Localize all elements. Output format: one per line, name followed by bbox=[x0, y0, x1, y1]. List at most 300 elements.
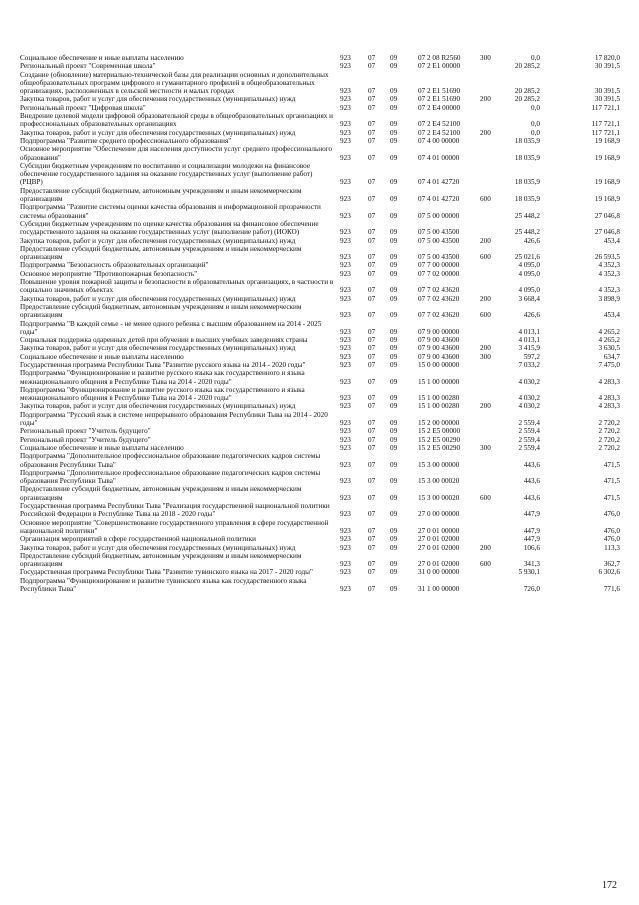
target-article-code: 15 3 00 00000 bbox=[418, 460, 460, 469]
ministry-code: 923 bbox=[340, 377, 351, 386]
target-article-code: 31 1 00 00000 bbox=[418, 585, 460, 593]
section-code: 07 bbox=[368, 394, 376, 403]
row-description: Региональный проект "Современная школа" bbox=[20, 62, 156, 71]
amount-year-2: 634,7 bbox=[603, 352, 620, 361]
target-article-code: 07 9 00 43600 bbox=[418, 336, 460, 345]
amount-year-2: 362,7 bbox=[603, 560, 620, 569]
ministry-code: 923 bbox=[340, 560, 351, 569]
target-article-code: 07 7 02 43620 bbox=[418, 286, 460, 295]
target-article-code: 07 2 08 R2560 bbox=[418, 54, 461, 62]
subsection-code: 09 bbox=[390, 269, 398, 278]
subsection-code: 09 bbox=[390, 568, 398, 577]
table-row bbox=[20, 336, 620, 344]
amount-year-1: 341,3 bbox=[523, 560, 540, 569]
ministry-code: 923 bbox=[340, 568, 351, 577]
ministry-code: 923 bbox=[340, 294, 351, 303]
ministry-code: 923 bbox=[340, 460, 351, 469]
expense-type-code: 200 bbox=[480, 294, 491, 303]
row-description: Подпрограмма "Функционирование и развитие русского языка как государственного и языка межнационального общения в Республике Тыва на 2014 - 2020 годы" bbox=[20, 369, 305, 386]
section-code: 07 bbox=[368, 568, 376, 577]
subsection-code: 09 bbox=[390, 62, 398, 71]
subsection-code: 09 bbox=[390, 87, 398, 96]
subsection-code: 09 bbox=[390, 435, 398, 444]
ministry-code: 923 bbox=[340, 419, 351, 428]
amount-year-2: 3 898,9 bbox=[598, 294, 620, 303]
subsection-code: 09 bbox=[390, 195, 398, 204]
subsection-code: 09 bbox=[390, 336, 398, 345]
amount-year-2: 476,0 bbox=[603, 535, 620, 544]
budget-table bbox=[20, 54, 620, 593]
row-description: Субсидии бюджетным учреждениям по воспитанию и социализации молодежи на финансовое обеспечение государственного задания на оказание государственных услуг (выполнение работ) (РЦВР) bbox=[20, 161, 313, 187]
amount-year-1: 18 035,9 bbox=[514, 136, 540, 145]
ministry-code: 923 bbox=[340, 128, 351, 137]
table-row bbox=[20, 427, 620, 435]
row-description: Закупка товаров, работ и услуг для обеспечения государственных (муниципальных) нужд bbox=[20, 543, 296, 552]
ministry-code: 923 bbox=[340, 62, 351, 71]
amount-year-2: 117 721,1 bbox=[591, 128, 620, 137]
section-code: 07 bbox=[368, 377, 376, 386]
section-code: 07 bbox=[368, 360, 376, 369]
section-code: 07 bbox=[368, 526, 376, 535]
table-row bbox=[20, 137, 620, 145]
row-description: Закупка товаров, работ и услуг для обеспечения государственных (муниципальных) нужд bbox=[20, 95, 296, 104]
target-article-code: 31 0 00 00000 bbox=[418, 568, 460, 577]
row-description: Социальное обеспечение и иные выплаты населению bbox=[20, 352, 184, 361]
row-description: Предоставление субсидий бюджетным, автономным учреждениям и иным некоммерческим организациям bbox=[20, 551, 302, 569]
amount-year-1: 443,6 bbox=[523, 493, 540, 502]
ministry-code: 923 bbox=[340, 427, 351, 436]
amount-year-2: 2 720,2 bbox=[598, 427, 620, 436]
target-article-code: 27 0 01 00000 bbox=[418, 526, 460, 535]
row-description: Основное мероприятие "Совершенствование государственного управления в сфере государственной национальной политики" bbox=[20, 518, 329, 535]
amount-year-2: 476,0 bbox=[603, 510, 620, 519]
expense-type-code: 200 bbox=[480, 344, 491, 353]
row-description: Закупка товаров, работ и услуг для обеспечения государственных (муниципальных) нужд bbox=[20, 402, 296, 411]
amount-year-1: 25 021,6 bbox=[514, 253, 540, 262]
amount-year-1: 597,2 bbox=[523, 352, 540, 361]
section-code: 07 bbox=[368, 120, 376, 129]
table-row bbox=[20, 519, 620, 536]
expense-type-code: 200 bbox=[480, 402, 491, 411]
target-article-code: 07 2 E4 52100 bbox=[418, 128, 461, 137]
target-article-code: 15 3 00 00020 bbox=[418, 477, 460, 486]
table-row bbox=[20, 411, 620, 428]
subsection-code: 09 bbox=[390, 344, 398, 353]
section-code: 07 bbox=[368, 95, 376, 104]
table-row bbox=[20, 552, 620, 569]
section-code: 07 bbox=[368, 236, 376, 245]
target-article-code: 07 7 02 43620 bbox=[418, 294, 460, 303]
amount-year-1: 443,6 bbox=[523, 477, 540, 486]
section-code: 07 bbox=[368, 477, 376, 486]
amount-year-2: 26 593,5 bbox=[594, 253, 620, 262]
table-row bbox=[20, 320, 620, 337]
ministry-code: 923 bbox=[340, 360, 351, 369]
section-code: 07 bbox=[368, 543, 376, 552]
target-article-code: 15 3 00 00020 bbox=[418, 493, 460, 502]
ministry-code: 923 bbox=[340, 336, 351, 345]
amount-year-1: 4 095,0 bbox=[518, 286, 540, 295]
amount-year-2: 117 721,1 bbox=[591, 120, 620, 129]
target-article-code: 27 0 01 02000 bbox=[418, 543, 460, 552]
amount-year-1: 4 030,2 bbox=[518, 394, 540, 403]
subsection-code: 09 bbox=[390, 178, 398, 187]
amount-year-2: 476,0 bbox=[603, 526, 620, 535]
amount-year-2: 2 720,2 bbox=[598, 443, 620, 452]
row-description: Предоставление субсидий бюджетным, автономным учреждениям и иным некоммерческим организациям bbox=[20, 244, 302, 262]
amount-year-2: 453,4 bbox=[603, 311, 620, 320]
amount-year-1: 3 415,9 bbox=[518, 344, 540, 353]
table-row bbox=[20, 386, 620, 403]
expense-type-code: 600 bbox=[480, 560, 491, 569]
section-code: 07 bbox=[368, 427, 376, 436]
ministry-code: 923 bbox=[340, 87, 351, 96]
subsection-code: 09 bbox=[390, 402, 398, 411]
table-row bbox=[20, 361, 620, 369]
expense-type-code: 200 bbox=[480, 95, 491, 104]
amount-year-1: 4 030,2 bbox=[518, 377, 540, 386]
amount-year-2: 771,6 bbox=[603, 585, 620, 593]
target-article-code: 15 0 00 00000 bbox=[418, 360, 460, 369]
amount-year-1: 5 930,1 bbox=[518, 568, 540, 577]
expense-type-code: 200 bbox=[480, 543, 491, 552]
row-description: Подпрограмма "Русский язык в системе непрерывного образования Республики Тыва на 2014 - 2020 годы" bbox=[20, 410, 328, 428]
subsection-code: 09 bbox=[390, 253, 398, 262]
row-description: Повышение уровня пожарной защиты и безопасности в образовательных организациях, в частности в социально значимых объектах bbox=[20, 278, 334, 295]
table-row bbox=[20, 95, 620, 103]
amount-year-1: 4 095,0 bbox=[518, 269, 540, 278]
row-description: Социальное обеспечение и иные выплаты населению bbox=[20, 54, 184, 62]
section-code: 07 bbox=[368, 269, 376, 278]
subsection-code: 09 bbox=[390, 360, 398, 369]
target-article-code: 07 5 00 43500 bbox=[418, 228, 460, 237]
ministry-code: 923 bbox=[340, 286, 351, 295]
subsection-code: 09 bbox=[390, 286, 398, 295]
amount-year-2: 30 391,5 bbox=[594, 62, 620, 71]
target-article-code: 07 2 E1 00000 bbox=[418, 62, 461, 71]
row-description: Региональный проект "Учитель будущего" bbox=[20, 435, 151, 444]
amount-year-1: 426,6 bbox=[523, 311, 540, 320]
amount-year-2: 4 283,3 bbox=[598, 394, 620, 403]
amount-year-1: 18 035,9 bbox=[514, 153, 540, 162]
amount-year-2: 4 352,3 bbox=[598, 261, 620, 270]
ministry-code: 923 bbox=[340, 211, 351, 220]
ministry-code: 923 bbox=[340, 493, 351, 502]
table-row bbox=[20, 402, 620, 410]
expense-type-code: 600 bbox=[480, 253, 491, 262]
table-row bbox=[20, 220, 620, 237]
section-code: 07 bbox=[368, 103, 376, 112]
target-article-code: 15 2 E5 00290 bbox=[418, 443, 461, 452]
amount-year-2: 4 265,2 bbox=[598, 336, 620, 345]
ministry-code: 923 bbox=[340, 435, 351, 444]
section-code: 07 bbox=[368, 54, 376, 62]
expense-type-code: 200 bbox=[480, 128, 491, 137]
subsection-code: 09 bbox=[390, 510, 398, 519]
subsection-code: 09 bbox=[390, 311, 398, 320]
amount-year-1: 20 285,2 bbox=[514, 87, 540, 96]
table-row bbox=[20, 278, 620, 295]
table-row bbox=[20, 303, 620, 320]
subsection-code: 09 bbox=[390, 352, 398, 361]
row-description: Предоставление субсидий бюджетным, автономным учреждениям и иным некоммерческим организациям bbox=[20, 485, 302, 502]
amount-year-1: 4 095,0 bbox=[518, 261, 540, 270]
target-article-code: 07 5 00 00000 bbox=[418, 211, 460, 220]
target-article-code: 07 4 01 00000 bbox=[418, 153, 460, 162]
target-article-code: 07 4 01 42720 bbox=[418, 178, 460, 187]
target-article-code: 07 9 00 43600 bbox=[418, 352, 460, 361]
amount-year-1: 2 559,4 bbox=[518, 419, 540, 428]
target-article-code: 07 5 00 43500 bbox=[418, 253, 460, 262]
row-description: Региональный проект "Цифровая школа" bbox=[20, 103, 146, 112]
ministry-code: 923 bbox=[340, 236, 351, 245]
section-code: 07 bbox=[368, 560, 376, 569]
amount-year-1: 4 013,1 bbox=[518, 327, 540, 336]
table-row bbox=[20, 270, 620, 278]
row-description: Создание (обновление) материально-технической базы для реализации основных и дополнительных общеобразовательных программ цифрового и гуманитарного профилей в общеобразовательных организациях, расположенных в сельской местности и малых городах bbox=[20, 70, 329, 96]
amount-year-1: 726,0 bbox=[523, 585, 540, 593]
row-description: Основное мероприятие "Противопожарная безопасность" bbox=[20, 269, 198, 278]
amount-year-2: 4 283,3 bbox=[598, 377, 620, 386]
subsection-code: 09 bbox=[390, 236, 398, 245]
amount-year-1: 106,6 bbox=[523, 543, 540, 552]
section-code: 07 bbox=[368, 585, 376, 593]
row-description: Подпрограмма "Развитие среднего профессионального образования" bbox=[20, 136, 232, 145]
table-row bbox=[20, 502, 620, 519]
amount-year-1: 20 285,2 bbox=[514, 95, 540, 104]
table-row bbox=[20, 145, 620, 162]
ministry-code: 923 bbox=[340, 136, 351, 145]
amount-year-1: 25 448,2 bbox=[514, 228, 540, 237]
subsection-code: 09 bbox=[390, 153, 398, 162]
amount-year-1: 18 035,9 bbox=[514, 178, 540, 187]
row-description: Подпрограмма "Функционирование и развитие русского языка как государственного и языка межнационального общения в Республике Тыва на 2014 - 2020 годы" bbox=[20, 385, 305, 403]
row-description: Закупка товаров, работ и услуг для обеспечения государственных (муниципальных) нужд bbox=[20, 236, 296, 245]
subsection-code: 09 bbox=[390, 443, 398, 452]
amount-year-2: 471,5 bbox=[603, 493, 620, 502]
amount-year-2: 471,5 bbox=[603, 460, 620, 469]
ministry-code: 923 bbox=[340, 95, 351, 104]
target-article-code: 07 2 E1 51690 bbox=[418, 87, 461, 96]
amount-year-2: 19 168,9 bbox=[594, 178, 620, 187]
row-description: Государственная программа Республики Тыва "Развитие русского языка на 2014 - 2020 годы" bbox=[20, 360, 306, 369]
table-row bbox=[20, 129, 620, 137]
row-description: Предоставление субсидий бюджетным, автономным учреждениям и иным некоммерческим организациям bbox=[20, 302, 302, 320]
amount-year-2: 4 352,3 bbox=[598, 269, 620, 278]
amount-year-1: 4 013,1 bbox=[518, 336, 540, 345]
subsection-code: 09 bbox=[390, 526, 398, 535]
subsection-code: 09 bbox=[390, 560, 398, 569]
target-article-code: 07 9 00 00000 bbox=[418, 327, 460, 336]
subsection-code: 09 bbox=[390, 228, 398, 237]
subsection-code: 09 bbox=[390, 535, 398, 544]
row-description: Подпрограмма "Дополнительное профессиональное образование педагогических кадров системы образования Республики Тыва" bbox=[20, 468, 321, 486]
table-row bbox=[20, 568, 620, 576]
row-description: Социальное обеспечение и иные выплаты населению bbox=[20, 443, 184, 452]
table-row bbox=[20, 71, 620, 96]
amount-year-1: 447,9 bbox=[523, 535, 540, 544]
amount-year-2: 4 283,3 bbox=[598, 402, 620, 411]
subsection-code: 09 bbox=[390, 327, 398, 336]
target-article-code: 07 2 E4 52100 bbox=[418, 120, 461, 129]
amount-year-2: 30 391,5 bbox=[594, 87, 620, 96]
amount-year-1: 443,6 bbox=[523, 460, 540, 469]
target-article-code: 15 1 00 00280 bbox=[418, 402, 460, 411]
amount-year-1: 25 448,2 bbox=[514, 211, 540, 220]
target-article-code: 07 4 00 00000 bbox=[418, 136, 460, 145]
amount-year-2: 7 475,0 bbox=[598, 360, 620, 369]
amount-year-2: 19 168,9 bbox=[594, 153, 620, 162]
subsection-code: 09 bbox=[390, 54, 398, 62]
target-article-code: 07 9 00 43600 bbox=[418, 344, 460, 353]
amount-year-1: 2 559,4 bbox=[518, 443, 540, 452]
amount-year-2: 113,3 bbox=[604, 543, 620, 552]
row-description: Социальная поддержка одаренных детей при обучении в высших учебных заведениях страны bbox=[20, 336, 308, 345]
subsection-code: 09 bbox=[390, 543, 398, 552]
ministry-code: 923 bbox=[340, 526, 351, 535]
amount-year-2: 6 302,6 bbox=[598, 568, 620, 577]
table-row bbox=[20, 436, 620, 444]
target-article-code: 15 2 00 00000 bbox=[418, 419, 460, 428]
subsection-code: 09 bbox=[390, 103, 398, 112]
target-article-code: 07 7 02 43620 bbox=[418, 311, 460, 320]
ministry-code: 923 bbox=[340, 585, 351, 593]
subsection-code: 09 bbox=[390, 294, 398, 303]
subsection-code: 09 bbox=[390, 261, 398, 270]
section-code: 07 bbox=[368, 493, 376, 502]
expense-type-code: 300 bbox=[480, 54, 491, 62]
row-description: Закупка товаров, работ и услуг для обеспечения государственных (муниципальных) нужд bbox=[20, 344, 296, 353]
expense-type-code: 600 bbox=[480, 493, 491, 502]
amount-year-1: 0,0 bbox=[531, 120, 540, 129]
table-row bbox=[20, 54, 620, 62]
table-row bbox=[20, 62, 620, 70]
subsection-code: 09 bbox=[390, 120, 398, 129]
table-row bbox=[20, 104, 620, 112]
section-code: 07 bbox=[368, 178, 376, 187]
ministry-code: 923 bbox=[340, 120, 351, 129]
subsection-code: 09 bbox=[390, 460, 398, 469]
table-row bbox=[20, 353, 620, 361]
ministry-code: 923 bbox=[340, 477, 351, 486]
amount-year-1: 426,6 bbox=[523, 236, 540, 245]
amount-year-1: 7 033,2 bbox=[518, 360, 540, 369]
section-code: 07 bbox=[368, 153, 376, 162]
section-code: 07 bbox=[368, 311, 376, 320]
row-description: Закупка товаров, работ и услуг для обеспечения государственных (муниципальных) нужд bbox=[20, 128, 296, 137]
table-row bbox=[20, 535, 620, 543]
amount-year-2: 19 168,9 bbox=[594, 136, 620, 145]
target-article-code: 07 2 E1 51690 bbox=[418, 95, 461, 104]
ministry-code: 923 bbox=[340, 178, 351, 187]
row-description: Внедрение целевой модели цифровой образовательной среды в общеобразовательных организациях и профессиональных образовательных организациях bbox=[20, 112, 333, 129]
target-article-code: 15 1 00 00280 bbox=[418, 394, 460, 403]
amount-year-2: 471,5 bbox=[603, 477, 620, 486]
ministry-code: 923 bbox=[340, 269, 351, 278]
row-description: Организация мероприятий в сфере государственной национальной политики bbox=[20, 535, 256, 544]
amount-year-1: 3 668,4 bbox=[518, 294, 540, 303]
ministry-code: 923 bbox=[340, 311, 351, 320]
section-code: 07 bbox=[368, 211, 376, 220]
row-description: Подпрограмма "Безопасность образовательных организаций" bbox=[20, 261, 209, 270]
section-code: 07 bbox=[368, 402, 376, 411]
row-description: Государственная программа Республики Тыва "Развитие тувинского языка на 2017 - 2020 годы" bbox=[20, 568, 313, 577]
target-article-code: 07 2 E4 00000 bbox=[418, 103, 461, 112]
table-row bbox=[20, 261, 620, 269]
section-code: 07 bbox=[368, 460, 376, 469]
amount-year-2: 4 265,2 bbox=[598, 327, 620, 336]
amount-year-2: 19 168,9 bbox=[594, 195, 620, 204]
section-code: 07 bbox=[368, 195, 376, 204]
row-description: Основное мероприятие "Обеспечение для населения доступности услуг среднего профессионального образования" bbox=[20, 145, 333, 162]
expense-type-code: 600 bbox=[480, 311, 491, 320]
table-row bbox=[20, 187, 620, 204]
section-code: 07 bbox=[368, 535, 376, 544]
table-row bbox=[20, 237, 620, 245]
amount-year-1: 2 559,4 bbox=[518, 435, 540, 444]
ministry-code: 923 bbox=[340, 543, 351, 552]
section-code: 07 bbox=[368, 128, 376, 137]
ministry-code: 923 bbox=[340, 344, 351, 353]
table-row bbox=[20, 295, 620, 303]
target-article-code: 27 0 01 02000 bbox=[418, 560, 460, 569]
amount-year-2: 117 721,1 bbox=[591, 103, 620, 112]
amount-year-1: 4 030,2 bbox=[518, 402, 540, 411]
section-code: 07 bbox=[368, 352, 376, 361]
section-code: 07 bbox=[368, 261, 376, 270]
table-row bbox=[20, 162, 620, 187]
subsection-code: 09 bbox=[390, 211, 398, 220]
ministry-code: 923 bbox=[340, 394, 351, 403]
row-description: Субсидии бюджетным учреждениям по оценке качества образования на финансовое обеспечение государственного задания на оказание государственных услуг (выполнение работ) (ИОКО) bbox=[20, 219, 319, 237]
ministry-code: 923 bbox=[340, 443, 351, 452]
subsection-code: 09 bbox=[390, 477, 398, 486]
section-code: 07 bbox=[368, 435, 376, 444]
expense-type-code: 300 bbox=[480, 443, 491, 452]
section-code: 07 bbox=[368, 419, 376, 428]
section-code: 07 bbox=[368, 62, 376, 71]
amount-year-1: 0,0 bbox=[531, 54, 540, 62]
expense-type-code: 200 bbox=[480, 236, 491, 245]
amount-year-2: 3 630,5 bbox=[598, 344, 620, 353]
amount-year-1: 447,9 bbox=[523, 526, 540, 535]
section-code: 07 bbox=[368, 253, 376, 262]
row-description: Закупка товаров, работ и услуг для обеспечения государственных (муниципальных) нужд bbox=[20, 294, 296, 303]
section-code: 07 bbox=[368, 344, 376, 353]
amount-year-1: 447,9 bbox=[523, 510, 540, 519]
amount-year-1: 0,0 bbox=[531, 128, 540, 137]
section-code: 07 bbox=[368, 136, 376, 145]
amount-year-1: 18 035,9 bbox=[514, 195, 540, 204]
table-row bbox=[20, 245, 620, 262]
amount-year-1: 0,0 bbox=[531, 103, 540, 112]
table-row bbox=[20, 577, 620, 594]
table-row bbox=[20, 369, 620, 386]
subsection-code: 09 bbox=[390, 427, 398, 436]
ministry-code: 923 bbox=[340, 535, 351, 544]
amount-year-2: 2 720,2 bbox=[598, 435, 620, 444]
section-code: 07 bbox=[368, 228, 376, 237]
section-code: 07 bbox=[368, 327, 376, 336]
subsection-code: 09 bbox=[390, 128, 398, 137]
subsection-code: 09 bbox=[390, 136, 398, 145]
target-article-code: 15 1 00 00000 bbox=[418, 377, 460, 386]
table-row bbox=[20, 112, 620, 129]
row-description: Предоставление субсидий бюджетным, автономным учреждениям и иным некоммерческим организациям bbox=[20, 186, 302, 204]
section-code: 07 bbox=[368, 286, 376, 295]
section-code: 07 bbox=[368, 443, 376, 452]
table-row bbox=[20, 469, 620, 486]
